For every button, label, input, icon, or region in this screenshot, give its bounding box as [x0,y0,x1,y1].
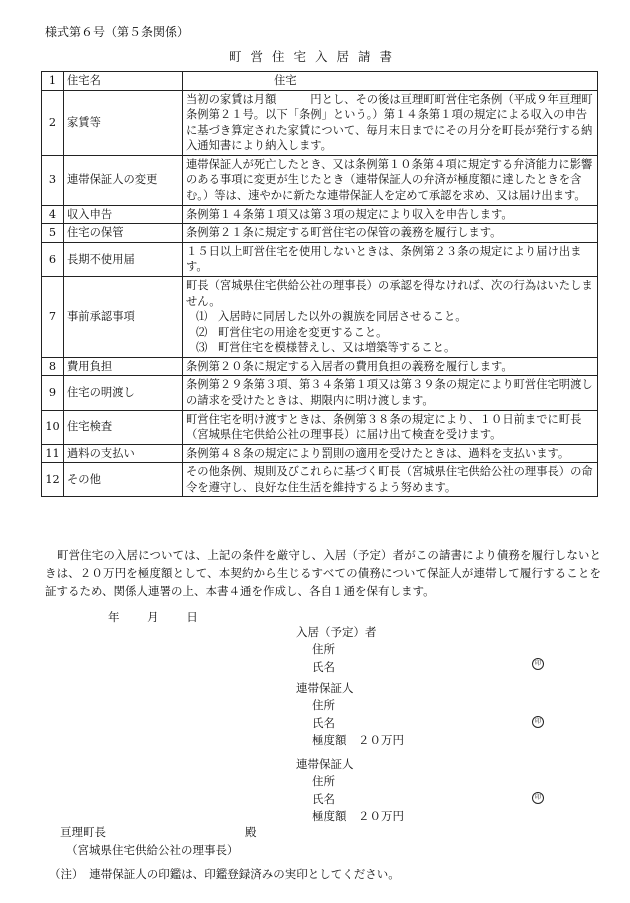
row-number: 4 [42,205,64,224]
row-item: その他 [64,463,183,497]
row-number: 6 [42,242,64,276]
guarantor2-heading: 連帯保証人 [296,757,354,771]
table-row [42,242,598,276]
guarantor1-signature-block [296,680,404,749]
row-number: 2 [42,90,64,155]
table-row [42,463,598,497]
row-item: 家賃等 [64,90,183,155]
row-body: 条例第１４条第１項又は第３項の規定により収入を申告します。 [183,205,598,224]
row-number: 10 [42,410,64,444]
closing-statement: 町営住宅の入居については、上記の条件を厳守し、入居（予定）者がこの請書により債務を履行しないときは、２０万円を極度額として、本契約から生じるすべての債務について保証人が連帯して履行することを証するため、関係人連署の上、本書４通を作成し、各自１通を保有します。 [45,548,601,598]
guarantor1-seal-icon: 印 [532,716,544,728]
row-item: 連帯保証人の変更 [64,155,183,205]
sub-item: ⑵ 町営住宅の用途を変更すること。 [196,325,388,339]
guarantor1-name-label: 氏名 [312,715,335,730]
row-body [183,72,598,91]
table-row [42,224,598,243]
row-body-text: 町長（宮城県住宅供給公社の理事長）の承認を得なければ、次の行為はいたしません。 [186,278,593,308]
tenant-address-label: 住所 [312,642,335,657]
row-number: 12 [42,463,64,497]
row-number: 3 [42,155,64,205]
guarantor2-signature-block [296,756,404,825]
form-number: 様式第６号（第５条関係） [45,25,190,39]
row-body: 条例第２１条に規定する町営住宅の保管の義務を履行します。 [183,224,598,243]
sub-item: ⑶ 町営住宅を模様替えし、又は増築等すること。 [196,341,456,355]
row-item: 事前承認事項 [64,276,183,357]
addressee-honorific: 殿 [245,825,257,839]
guarantor1-address-label: 住所 [312,698,335,713]
table-row [42,444,598,463]
row-number: 1 [42,72,64,91]
row-number: 8 [42,357,64,376]
footnote: （注） 連帯保証人の印鑑は、印鑑登録済みの実印としてください。 [49,867,400,881]
table-row [42,205,598,224]
tenant-heading: 入居（予定）者 [296,625,377,639]
guarantor2-name-label: 氏名 [312,791,335,806]
row-body [183,276,598,357]
row-body: １５日以上町営住宅を使用しないときは、条例第２３条の規定により届け出ます。 [183,242,598,276]
row-body: 連帯保証人が死亡したとき、又は条例第１０条第４項に規定する弁済能力に影響のある事項に変更が生じたとき（連帯保証人の弁済が極度額に達したときを含む。）等は、速やかに新たな連帯保証人を定めて承認を求め、又は届け出ます。 [183,155,598,205]
row-body: その他条例、規則及びこれらに基づく町長（宮城県住宅供給公社の理事長）の命令を遵守し、良好な住生活を維持するよう努めます。 [183,463,598,497]
row-item: 住宅検査 [64,410,183,444]
tenant-name-label: 氏名 [312,659,335,674]
tenant-signature-block [296,624,377,676]
row-item: 収入申告 [64,205,183,224]
row-number: 11 [42,444,64,463]
row-body: 町営住宅を明け渡すときは、条例第３８条の規定により、１０日前までに町長（宮城県住宅供給公社の理事長）に届け出て検査を受けます。 [183,410,598,444]
guarantor1-heading: 連帯保証人 [296,681,354,695]
row-body: 条例第２９条第３項、第３４条第１項又は第３９条の規定により町営住宅明渡しの請求を受けたときは、期限内に明け渡します。 [183,376,598,410]
row-number: 5 [42,224,64,243]
date-month: 月 [147,610,159,624]
row-item: 住宅の保管 [64,224,183,243]
guarantor2-address-label: 住所 [312,774,335,789]
row-body: 条例第４８条の規定により罰則の適用を受けたときは、過料を支払います。 [183,444,598,463]
tenant-seal-icon: 印 [532,658,544,670]
guarantor2-limit: 極度額 ２０万円 [312,808,404,823]
table-row [42,376,598,410]
row-body: 条例第２０条に規定する入居者の費用負担の義務を履行します。 [183,357,598,376]
row-body: 当初の家賃は月額 円とし、その後は亘理町町営住宅条例（平成９年亘理町条例第２１号。以下「条例」という。）第１４条第１項の規定による収入の申告に基づき算定された家賃について、毎月末日までにその月分を町長が発行する納入通知書により納入します。 [183,90,598,155]
row-number: 9 [42,376,64,410]
terms-table [41,71,598,497]
row-item: 住宅名 [64,72,183,91]
residence-name-label: 住宅 [274,74,297,87]
table-row [42,90,598,155]
document-title: 町営住宅入居請書 [228,49,401,64]
row-item: 住宅の明渡し [64,376,183,410]
guarantor1-limit: 極度額 ２０万円 [312,732,404,747]
sub-item: ⑴ 入居時に同居した以外の親族を同居させること。 [196,310,467,324]
table-row [42,72,598,91]
row-item: 過料の支払い [64,444,183,463]
row-item: 費用負担 [64,357,183,376]
table-row [42,276,598,357]
addressee-sub: （宮城県住宅供給公社の理事長） [66,843,239,857]
table-row [42,155,598,205]
date-line [108,610,222,626]
row-item: 長期不使用届 [64,242,183,276]
row-number: 7 [42,276,64,357]
guarantor2-seal-icon: 印 [532,792,544,804]
table-row [42,357,598,376]
table-row [42,410,598,444]
date-day: 日 [186,610,198,624]
addressee-main: 亘理町長 [60,825,106,839]
date-year: 年 [108,610,120,624]
